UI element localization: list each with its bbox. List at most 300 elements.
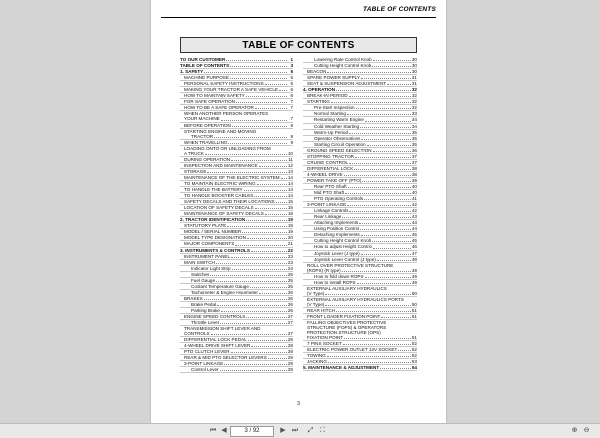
- toc-entry-text: SPARE POWER SUPPLY: [307, 75, 360, 81]
- toc-entry-page: 26: [287, 295, 293, 301]
- toc-entry-text: STOPPING TRACTOR: [307, 153, 354, 159]
- toc-entry-text: DIFFERENTIAL LOCK: [307, 165, 354, 171]
- pdf-toolbar: [0, 423, 600, 438]
- toc-entry-text: Pre-Start Inspection: [314, 105, 355, 111]
- toc-leader-dots: [247, 237, 287, 239]
- toc-entry-text: CRUISE CONTROL: [307, 159, 349, 165]
- toc-entry-page: 34: [411, 117, 417, 123]
- next-page-icon[interactable]: ▶: [280, 427, 286, 434]
- toc-entry-text: TO OUR CUSTOMER: [180, 57, 226, 62]
- toc-entry-text: ROLL OVER PROTECTIVE STRUCTURE: [307, 262, 394, 268]
- toc-entry-text: INSTRUMENT PANEL: [184, 253, 231, 259]
- toc-leader-dots: [381, 316, 411, 318]
- toc-entry-text: Indicator Light Strip: [191, 265, 231, 271]
- toc-leader-dots: [221, 310, 287, 312]
- toc-leader-dots: [281, 177, 287, 179]
- toc-entry[interactable]: [180, 367, 293, 373]
- toc-entry-page: 40: [411, 190, 417, 196]
- toc-entry-text: Operator Observations: [314, 135, 361, 141]
- toc-entry-text: (V Type): [307, 290, 325, 296]
- toc-entry-text: MODEL TYPE DESIGNATION: [184, 235, 246, 241]
- toc-entry-page: 11: [288, 156, 293, 162]
- toc-leader-dots: [361, 138, 410, 140]
- toc-leader-dots: [259, 165, 287, 167]
- toc-entry-text: REAR HITCH: [307, 307, 336, 313]
- toc-entry-page: 31: [411, 75, 417, 81]
- toc-leader-dots: [254, 195, 287, 197]
- toc-entry-text: (ROPS) (R type): [307, 267, 341, 273]
- toc-entry-page: 30: [411, 69, 417, 75]
- toc-entry-text: TRANSMISSION SHIFT LEVER AND: [184, 326, 261, 332]
- toc-entry-text: Using Position Control: [314, 226, 360, 232]
- toc-entry-page: 42: [411, 202, 417, 208]
- previous-page-icon[interactable]: ◀: [221, 427, 227, 434]
- toc-entry-page: 13: [287, 168, 293, 174]
- zoom-out-icon[interactable]: ⊖: [583, 427, 590, 434]
- toc-entry-text: 1. SAFETY: [180, 69, 204, 75]
- toc-entry-text: How to install ROPS: [314, 279, 356, 285]
- toc-title: TABLE OF CONTENTS: [242, 39, 355, 51]
- toc-leader-dots: [372, 65, 411, 67]
- toc-entry-text: GROUND SPEED SELECTION: [307, 147, 372, 153]
- toc-leader-dots: [360, 228, 410, 230]
- toc-leader-dots: [349, 162, 411, 164]
- toc-entry-page: 26: [287, 289, 293, 295]
- toc-entry-text: YOUR MACHINE: [184, 116, 220, 122]
- toc-entry-text: PROTECTION STRUCTURE (OPS): [307, 330, 381, 336]
- toc-entry-text: ENGINE SPEED CONTROLS: [184, 314, 246, 320]
- toc-leader-dots: [347, 204, 411, 206]
- toc-entry-page: 22: [287, 247, 293, 253]
- toc-leader-dots: [361, 77, 411, 79]
- toc-entry-page: 15: [287, 205, 293, 211]
- toc-entry-text: SEAT & SUSPENSION ADJUSTMENT: [307, 81, 387, 87]
- toc-leader-dots: [325, 304, 411, 306]
- toc-leader-dots: [205, 153, 287, 155]
- toc-entry-page: 37: [411, 159, 417, 165]
- toc-entry-page: 50: [411, 290, 417, 296]
- toc-entry-text: Joystick Lever (J type): [314, 250, 360, 256]
- toc-leader-dots: [235, 244, 287, 246]
- toc-entry-text: MAIN SWITCH: [184, 259, 215, 265]
- toc-entry-text: EXTERNAL AUXILIARY HYDRAULICS: [307, 285, 387, 291]
- toc-leader-dots: [342, 216, 411, 218]
- toc-entry-text: TABLE OF CONTENTS: [180, 63, 230, 69]
- toc-entry-page: 49: [411, 267, 417, 273]
- toc-entry-page: 49: [411, 273, 417, 279]
- toc-entry-text: MAJOR COMPONENTS: [184, 241, 235, 247]
- toc-entry-text: 4-WHEEL DRIVE SHIFT LEVER: [184, 343, 251, 349]
- toc-entry-text: Rear PTO Shaft: [314, 183, 347, 189]
- toc-entry-text: MODEL / SERIAL NUMBER: [184, 229, 242, 235]
- toc-entry-text: TO HANDLE THE BATTERY: [184, 187, 243, 193]
- toc-leader-dots: [204, 298, 287, 300]
- toc-leader-dots: [236, 101, 287, 103]
- toc-entry-text: TOWING: [307, 353, 326, 359]
- toc-leader-dots: [211, 333, 287, 335]
- toc-leader-dots: [357, 282, 411, 284]
- toc-entry-page: 43: [411, 220, 417, 226]
- toc-entry-text: BREAK-IN PERIOD: [307, 93, 348, 99]
- toc-entry-page: 20: [287, 235, 293, 241]
- toc-leader-dots: [372, 240, 411, 242]
- toc-entry-page: 10: [287, 150, 293, 156]
- toc-left-column: [180, 57, 293, 373]
- toc-entry-text: DURING OPERATION: [184, 156, 231, 162]
- toc-entry-page: 53: [411, 359, 417, 365]
- toc-entry-text: Control Lever: [191, 367, 219, 373]
- toc-leader-dots: [365, 120, 411, 122]
- toc-entry-page: 45: [411, 238, 417, 244]
- toc-entry-page: 48: [411, 256, 417, 262]
- toc-entry-page: 25: [287, 271, 293, 277]
- toc-entry-page: 44: [411, 226, 417, 232]
- toc-leader-dots: [227, 225, 287, 227]
- toc-entry-text: 3-POINT LINKAGE: [184, 361, 224, 367]
- toc-entry-text: Detaching Implements: [314, 232, 360, 238]
- toc-entry-page: 25: [287, 277, 293, 283]
- toc-entry-page: 26: [287, 307, 293, 313]
- toc-leader-dots: [361, 234, 411, 236]
- toc-entry-page: 50: [411, 301, 417, 307]
- toc-leader-dots: [373, 59, 411, 61]
- toc-leader-dots: [327, 355, 411, 357]
- toc-entry-page: 35: [411, 129, 417, 135]
- toc-entry-text: BEFORE OPERATION: [184, 122, 231, 128]
- toc-leader-dots: [367, 144, 411, 146]
- toc-entry-page: 41: [411, 196, 417, 202]
- toc-entry-page: 29: [287, 367, 293, 373]
- toc-entry-text: 7 PINS SOCKET: [307, 341, 342, 347]
- toc-entry-text: How to adjust Height Control: [314, 244, 373, 250]
- toc-title-box: [180, 37, 417, 53]
- toc-leader-dots: [359, 222, 411, 224]
- toc-entry-text: Cutting Height Control Knob: [314, 238, 372, 244]
- toc-entry-page: 32: [411, 99, 417, 105]
- toc-leader-dots: [355, 156, 411, 158]
- toc-entry-page: 14: [287, 174, 293, 180]
- toc-entry-page: 40: [411, 183, 417, 189]
- page-number: 3: [297, 401, 300, 407]
- toc-leader-dots: [246, 95, 287, 97]
- toc-entry-text: DIFFERENTIAL LOCK PEDAL: [184, 337, 247, 343]
- toc-leader-dots: [361, 253, 411, 255]
- toc-leader-dots: [279, 89, 287, 91]
- toc-entry-text: HOW TO BE A SAFE OPERATOR: [184, 105, 254, 111]
- toc-leader-dots: [257, 183, 287, 185]
- toc-leader-dots: [231, 159, 287, 161]
- toc-entry-page: 52: [411, 347, 417, 353]
- running-header-title: TABLE OF CONTENTS: [363, 6, 436, 13]
- toc-leader-dots: [331, 101, 411, 103]
- toc-entry-text: WHEN ANOTHER PERSON OPERATES: [184, 111, 269, 117]
- toc-leader-dots: [230, 77, 287, 79]
- toc-leader-dots: [265, 213, 287, 215]
- toc-entry-text: PERSONAL SAFETY INSTRUCTIONS: [184, 81, 264, 87]
- toc-entry-text: TRACTOR: [191, 133, 214, 139]
- toc-entry-page: 38: [411, 165, 417, 171]
- toc-entry-text: WHEN TRAVELLING: [184, 139, 228, 145]
- toc-entry-page: 23: [287, 253, 293, 259]
- toc-entry-text: MACHINE PURPOSE: [184, 75, 229, 81]
- toc-leader-dots: [230, 65, 287, 67]
- toc-entry-page: 52: [411, 341, 417, 347]
- toc-leader-dots: [251, 345, 287, 347]
- toc-entry-text: 4-WHEEL DRIVE: [307, 171, 343, 177]
- toc-entry-page: 14: [287, 193, 293, 199]
- toc-entry-page: 23: [287, 259, 293, 265]
- toc-leader-dots: [217, 304, 287, 306]
- toc-entry-page: 33: [411, 111, 417, 117]
- toc-entry-page: 7: [290, 99, 293, 105]
- toc-entry-page: 51: [411, 314, 417, 320]
- toc-entry-page: 52: [411, 353, 417, 359]
- toc-leader-dots: [220, 322, 287, 324]
- toc-leader-dots: [255, 107, 287, 109]
- toc-entry-page: 19: [287, 229, 293, 235]
- toc-leader-dots: [255, 207, 287, 209]
- toc-entry-page: 25: [287, 283, 293, 289]
- toc-leader-dots: [221, 119, 287, 121]
- toc-leader-dots: [344, 174, 411, 176]
- toc-entry-text: Normal Starting: [314, 111, 346, 117]
- toc-entry-page: 28: [287, 349, 293, 355]
- toc-entry-text: STORAGE: [184, 168, 207, 174]
- toc-leader-dots: [276, 201, 287, 203]
- toc-entry-page: 3: [290, 63, 293, 69]
- toc-entry-page: 51: [411, 307, 417, 313]
- toc-entry-text: HOW TO MAINTAIN SAFETY: [184, 93, 245, 99]
- page-indicator-input[interactable]: 3 / 92: [230, 426, 274, 437]
- toc-entry-page: 36: [411, 147, 417, 153]
- toc-leader-dots: [204, 71, 287, 73]
- toc-entry-text: Throttle Lever: [191, 320, 220, 326]
- toc-entry-text: Linkage Controls: [314, 208, 349, 214]
- toc-entry-page: 30: [411, 63, 417, 69]
- toc-entry-text: Joystick Lever Control (J type): [314, 256, 376, 262]
- toc-entry-text: STRUCTURE (FOPS) & OPERATORS: [307, 325, 387, 331]
- toc-leader-dots: [232, 125, 287, 127]
- toc-entry-text: Cold Weather Starting: [314, 123, 360, 129]
- toc-leader-dots: [398, 349, 411, 351]
- toc-leader-dots: [342, 270, 411, 272]
- toc-leader-dots: [265, 83, 287, 85]
- last-page-icon[interactable]: ⏭: [291, 427, 299, 434]
- toc-entry-page: 14: [287, 180, 293, 186]
- toc-entry-page: 51: [411, 335, 417, 341]
- toc-entry-page: 37: [411, 153, 417, 159]
- toc-entry-page: 19: [287, 223, 293, 229]
- toc-leader-dots: [349, 210, 410, 212]
- toc-leader-dots: [207, 171, 286, 173]
- toc-leader-dots: [354, 168, 411, 170]
- toc-entry-text: 3-POINT LINKAGE: [307, 202, 347, 208]
- toc-entry-text: 3. INSTRUMENTS & CONTROLS: [180, 247, 250, 253]
- toc-entry-page: 6: [290, 93, 293, 99]
- toc-entry-page: 14: [287, 187, 293, 193]
- toc-entry-text: FOR SAFE OPERATION: [184, 99, 235, 105]
- toc-leader-dots: [232, 268, 287, 270]
- toc-entry-text: 2. TRACTOR IDENTIFICATION: [180, 217, 246, 223]
- toc-entry-text: EXTERNAL AUXILIARY HYDRAULICS PORTS: [307, 296, 404, 302]
- fullscreen-icon[interactable]: ⛶: [320, 427, 325, 434]
- toc-leader-dots: [325, 293, 411, 295]
- toc-entry-page: 49: [411, 279, 417, 285]
- toc-entry-text: TO HANDLE BOOSTER CABLES: [184, 193, 254, 199]
- toc-right-column: [303, 57, 417, 371]
- toc-entry-page: 29: [287, 361, 293, 367]
- toc-leader-dots: [356, 107, 411, 109]
- toc-entry-text: STARTING ENGINE AND MOVING: [184, 128, 257, 134]
- toc-leader-dots: [259, 292, 287, 294]
- toc-leader-dots: [231, 256, 287, 258]
- toc-entry-page: 27: [287, 331, 293, 337]
- toc-entry-text: BEACON: [307, 69, 327, 75]
- toc-entry-text: Warm-Up Period: [314, 129, 349, 135]
- toc-entry-text: LOADING ONTO OR UNLOADING FROM: [184, 145, 271, 151]
- toc-entry-page: 35: [411, 135, 417, 141]
- toc-entry-text: How to fold down ROPS: [314, 273, 364, 279]
- toc-entry-page: 32: [411, 105, 417, 111]
- toc-entry-page: 30: [411, 57, 417, 62]
- toc-entry-text: LOCATION OF SAFETY DECALS: [184, 205, 254, 211]
- toc-entry-page: 46: [411, 244, 417, 250]
- toc-leader-dots: [336, 89, 411, 91]
- toc-leader-dots: [231, 351, 287, 353]
- toc-entry-text: Tachometer & Engine Hourmeter: [191, 289, 258, 295]
- toc-entry-text: INSPECTION AND MAINTENANCE: [184, 162, 258, 168]
- toc-entry-page: 5: [290, 75, 293, 81]
- toc-leader-dots: [250, 286, 287, 288]
- toc-entry-text: Attaching Implements: [314, 220, 359, 226]
- toc-entry-page: 54: [411, 365, 417, 371]
- toc-entry-page: 5: [290, 69, 293, 75]
- toc-leader-dots: [380, 367, 411, 369]
- fit-page-icon[interactable]: ⤢: [307, 427, 314, 434]
- toc-entry-page: 31: [411, 81, 417, 87]
- toc-entry-text: Cutting Height Control Knob: [314, 63, 372, 69]
- zoom-in-icon[interactable]: ⊕: [571, 427, 578, 434]
- toc-entry-page: 12: [287, 162, 293, 168]
- toc-entry-page: 39: [411, 177, 417, 183]
- toc-entry-page: 27: [287, 314, 293, 320]
- toc-leader-dots: [216, 262, 287, 264]
- toc-entry-text: JACKING: [307, 359, 327, 365]
- toc-leader-dots: [328, 361, 411, 363]
- toc-leader-dots: [360, 126, 411, 128]
- toc-leader-dots: [345, 192, 411, 194]
- toc-leader-dots: [228, 142, 287, 144]
- toc-entry-page: 45: [411, 232, 417, 238]
- toc-entry-page: 9: [290, 139, 293, 145]
- toc-leader-dots: [242, 231, 287, 233]
- toc-entry-page: 7: [290, 116, 293, 122]
- toc-leader-dots: [327, 71, 410, 73]
- toc-entry-text: STATUTORY PLATE: [184, 223, 227, 229]
- document-page: [151, 0, 446, 423]
- toc-entry-page: 21: [287, 241, 293, 247]
- first-page-icon[interactable]: ⏮: [209, 427, 217, 434]
- toc-leader-dots: [246, 316, 287, 318]
- toc-leader-dots: [373, 247, 410, 249]
- toc-entry-page: 28: [287, 343, 293, 349]
- toc-entry-text: FRONT LOADER FIXATION POINT: [307, 314, 381, 320]
- toc-leader-dots: [210, 274, 286, 276]
- toc-leader-dots: [344, 337, 411, 339]
- toc-leader-dots: [268, 357, 287, 359]
- toc-entry-text: Restarting Warm Engine: [314, 117, 364, 123]
- toc-leader-dots: [387, 83, 411, 85]
- toc-leader-dots: [347, 113, 411, 115]
- toc-entry-text: Mid PTO Shaft: [314, 190, 345, 196]
- toc-entry-page: 19: [287, 217, 293, 223]
- toc-entry-page: 35: [411, 141, 417, 147]
- toc-leader-dots: [349, 132, 411, 134]
- toc-leader-dots: [214, 136, 287, 138]
- toc-entry-text: Coolant Temperature Gauge: [191, 283, 249, 289]
- toc-entry-text: FALLING OBJECTIVES PROTECTIVE: [307, 320, 387, 326]
- toc-leader-dots: [336, 310, 411, 312]
- toc-leader-dots: [349, 95, 411, 97]
- toc-entry-page: 26: [287, 301, 293, 307]
- toc-entry-page: 32: [411, 93, 417, 99]
- toc-entry-text: MAKING YOUR TRACTOR A SAFE VEHICLE: [184, 87, 278, 93]
- toc-leader-dots: [373, 150, 411, 152]
- header-rule: [161, 17, 436, 18]
- toc-leader-dots: [246, 219, 287, 221]
- toc-entry-text: 5. MAINTENANCE & ADJUSTMENT: [303, 365, 380, 371]
- toc-leader-dots: [377, 259, 411, 261]
- toc-entry-text: ELECTRIC POWER OUTLET 12V SOCKET: [307, 347, 398, 353]
- toc-leader-dots: [348, 186, 411, 188]
- toc-leader-dots: [343, 343, 411, 345]
- toc-entry-page: 38: [411, 171, 417, 177]
- toc-entry-text: (V Type): [307, 301, 325, 307]
- toc-entry-text: Fuel Gauge: [191, 277, 216, 283]
- toc-entry-page: 8: [290, 133, 293, 139]
- toc-entry-page: 7: [290, 105, 293, 111]
- toc-entry-page: 28: [287, 337, 293, 343]
- toc-entry-text: POWER TAKE OFF (PTO): [307, 177, 362, 183]
- toc-entry[interactable]: [303, 365, 417, 371]
- toc-leader-dots: [364, 198, 411, 200]
- toc-entry-text: Starting Circuit Operation: [314, 141, 366, 147]
- toc-entry-text: FIXATION POINT: [307, 335, 344, 341]
- toc-entry-page: 32: [411, 87, 417, 93]
- toc-leader-dots: [224, 363, 287, 365]
- toc-entry-text: STARTING: [307, 99, 330, 105]
- toc-entry-page: 27: [287, 320, 293, 326]
- toc-entry-page: 5: [290, 81, 293, 87]
- toc-entry-page: 43: [411, 214, 417, 220]
- toc-leader-dots: [216, 280, 287, 282]
- toc-entry-text: A TRUCK: [184, 150, 204, 156]
- toc-entry-text: Switches: [191, 271, 210, 277]
- toc-entry-page: 8: [290, 122, 293, 128]
- toc-entry-text: BRAKES: [184, 295, 203, 301]
- toc-entry-text: 4. OPERATION: [303, 87, 336, 93]
- toc-leader-dots: [244, 189, 287, 191]
- toc-entry-text: REAR & MID PTO SELECTOR LEVERS: [184, 355, 267, 361]
- toc-leader-dots: [220, 369, 287, 371]
- toc-entry-text: Brake Pedal: [191, 301, 217, 307]
- toc-entry-text: CONTROLS: [184, 331, 210, 337]
- toc-entry-page: 42: [411, 208, 417, 214]
- toc-entry-text: PTO CLUTCH LEVER: [184, 349, 230, 355]
- toc-leader-dots: [248, 339, 287, 341]
- toc-entry-page: 6: [290, 87, 293, 93]
- toc-entry-text: MAINTENANCE OF SAFETY DECALS: [184, 211, 264, 217]
